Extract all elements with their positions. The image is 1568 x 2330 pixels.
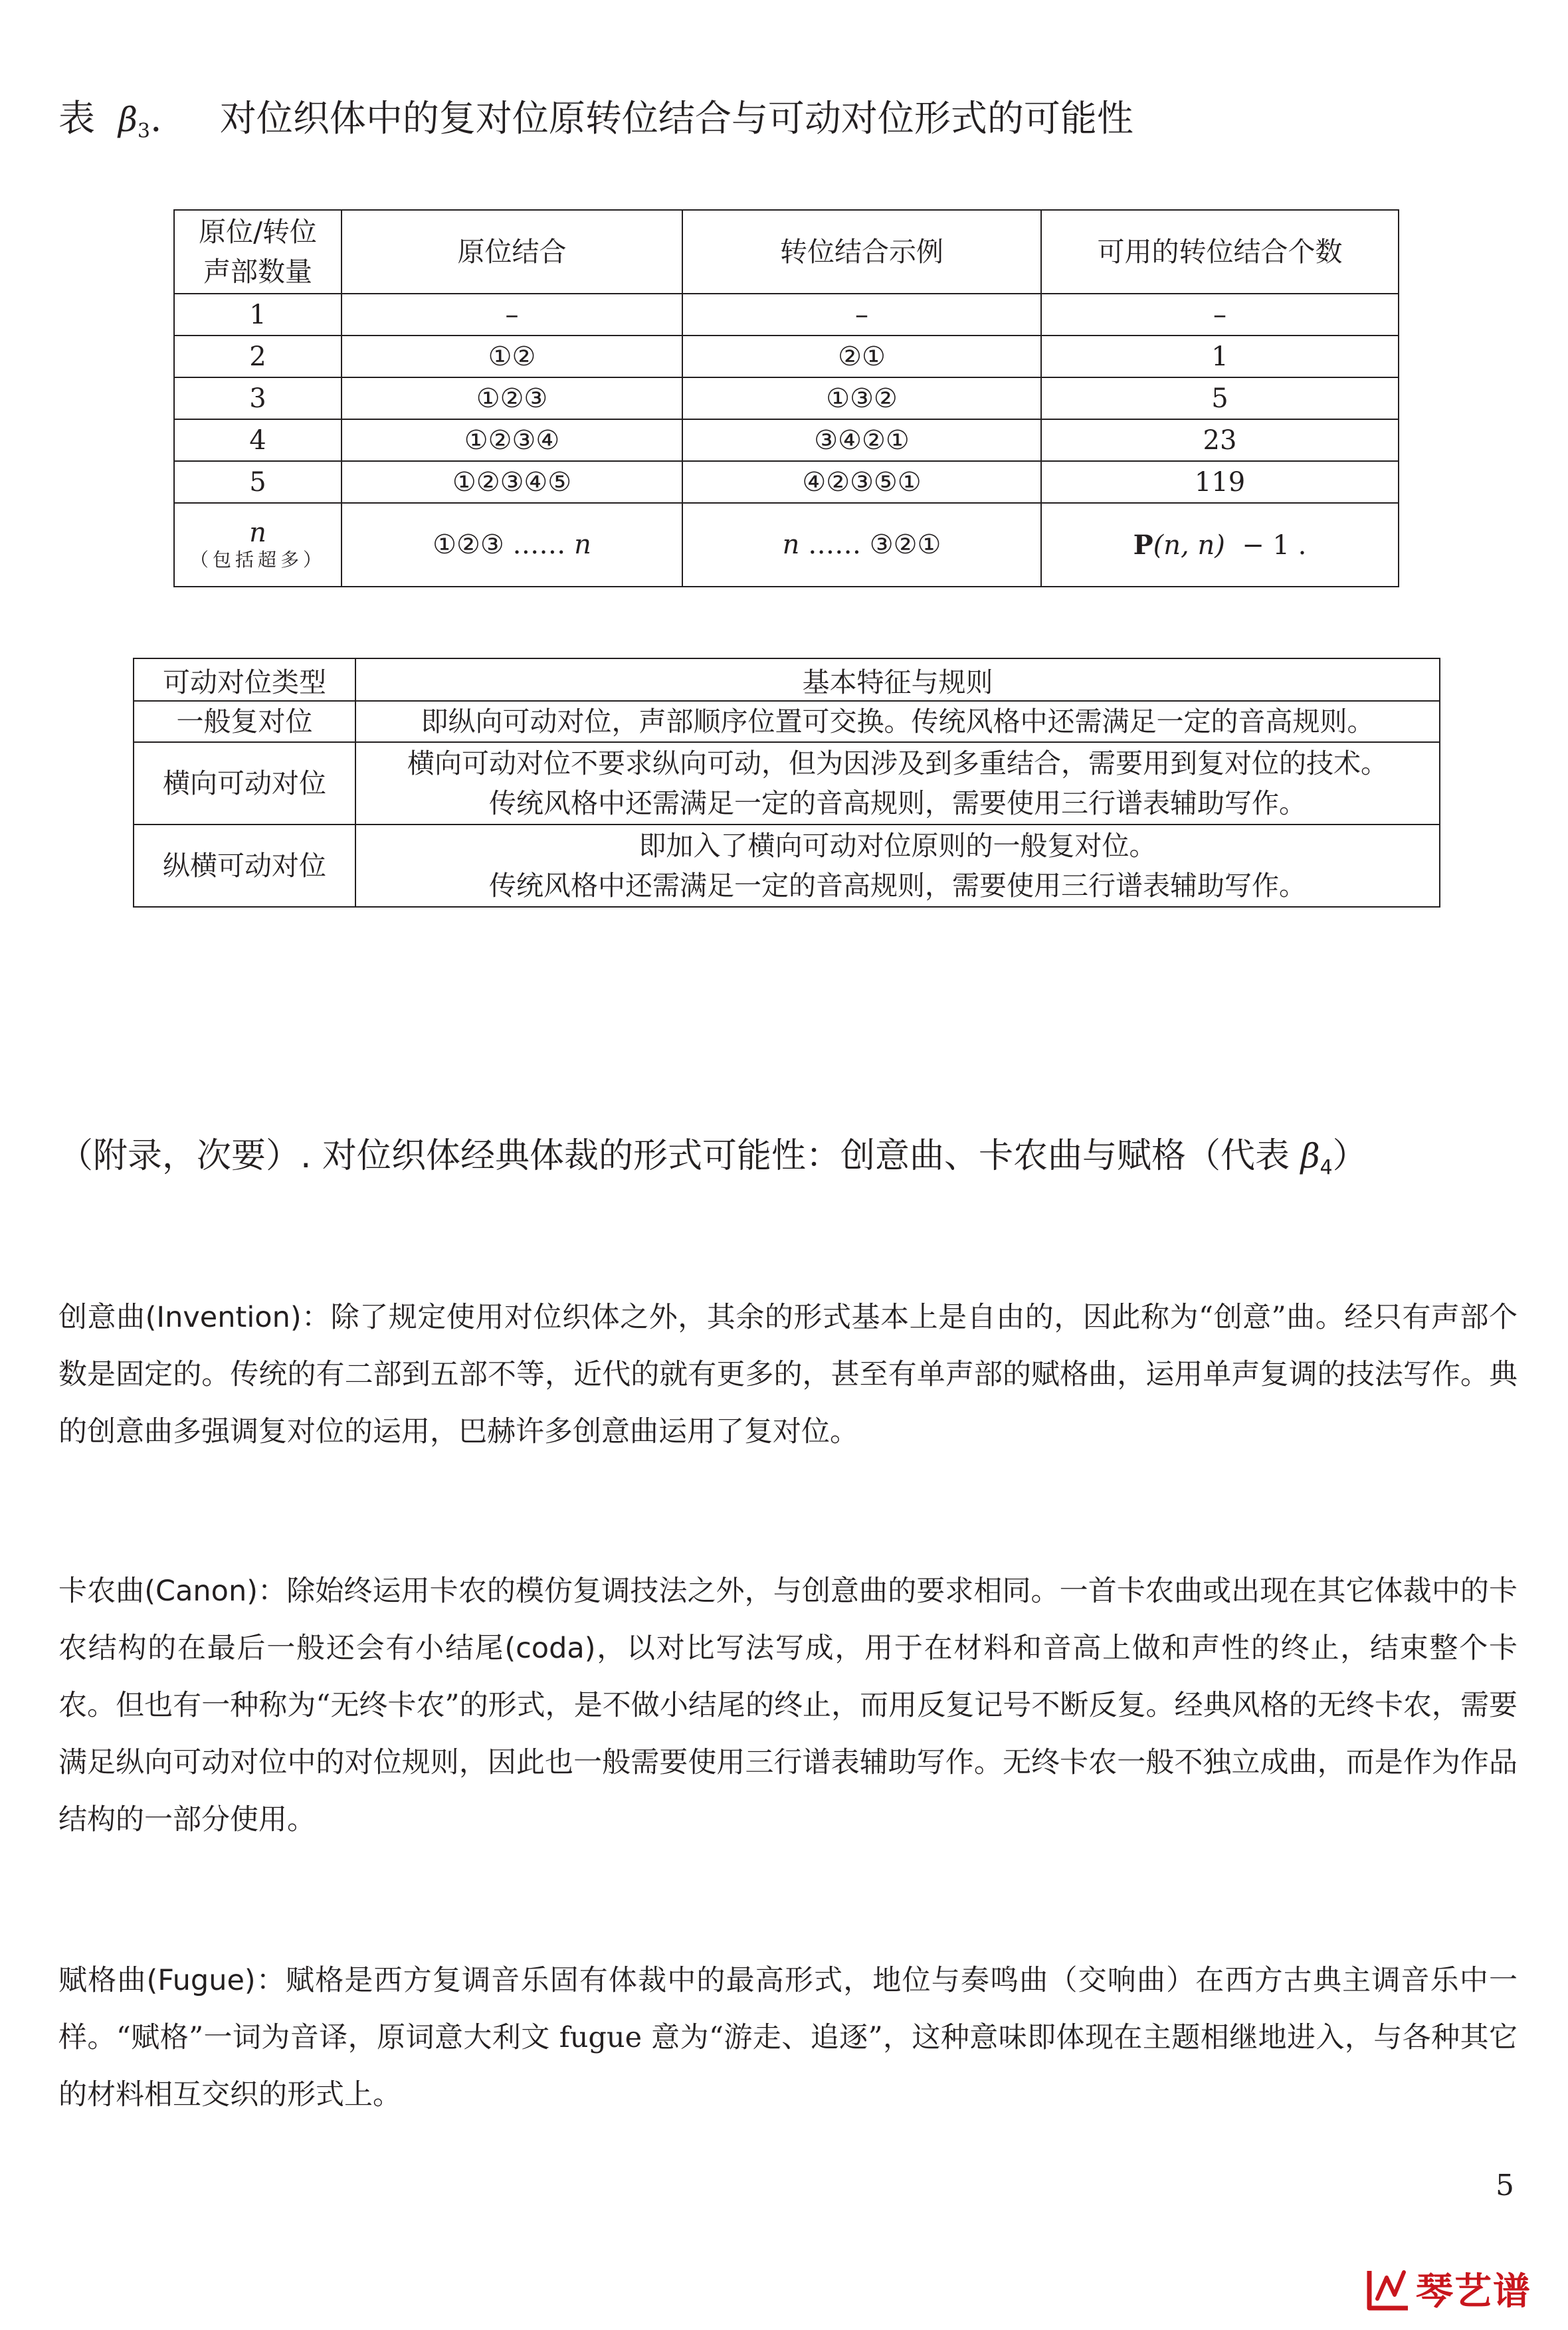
count-func: P <box>1133 529 1153 561</box>
rule-line: 即加入了横向可动对位原则的一般复对位。 <box>638 830 1157 862</box>
example-suffix: …… ③②① <box>808 530 941 560</box>
example-cell: ①③② <box>682 377 1041 419</box>
count-cell: – <box>1041 294 1399 336</box>
voices-cell: 1 <box>174 294 342 336</box>
original-var: n <box>574 530 591 560</box>
type-cell: 横向可动对位 <box>134 742 355 825</box>
table-title <box>58 92 1520 158</box>
voices-n: n <box>249 518 266 548</box>
rule-line: 即纵向可动对位，声部顺序位置可交换。传统风格中还需满足一定的音高规则。 <box>421 706 1375 737</box>
voices-cell: 2 <box>174 336 342 377</box>
table-row <box>174 419 1399 461</box>
table-row <box>174 294 1399 336</box>
original-cell: ①② <box>342 336 682 377</box>
table-title-prefix: 表 <box>58 97 96 140</box>
table-row <box>174 336 1399 377</box>
counterpoint-header-row <box>134 658 1440 701</box>
rule-cell <box>355 825 1440 907</box>
appendix-heading <box>58 1129 1533 1195</box>
table-row <box>134 825 1440 907</box>
table-title-text: 对位织体中的复对位原转位结合与可动对位形式的可能性 <box>219 97 1133 140</box>
permutation-table <box>173 209 1399 587</box>
page-number: 5 <box>1496 2169 1514 2202</box>
original-cell: ①②③ <box>342 377 682 419</box>
example-cell: ④②③⑤① <box>682 461 1041 503</box>
type-cell: 纵横可动对位 <box>134 825 355 907</box>
example-cell: ②① <box>682 336 1041 377</box>
title-dot: . <box>149 97 162 140</box>
example-cell: ③④②① <box>682 419 1041 461</box>
term-canon: 卡农曲(Canon)： <box>58 1575 287 1608</box>
table-row-general <box>174 503 1399 587</box>
term-invention: 创意曲(Invention)： <box>58 1301 331 1334</box>
count-cell: 119 <box>1041 461 1399 503</box>
voices-note: （包括超多） <box>189 549 326 571</box>
watermark-logo <box>1365 2262 1558 2315</box>
paragraph-fugue <box>58 1952 1518 2123</box>
original-cell-n <box>342 503 682 587</box>
paragraph-invention <box>58 1289 1518 1460</box>
count-cell-n <box>1041 503 1399 587</box>
perm-header-voices-label: 原位/转位 声部数量 <box>199 216 317 288</box>
perm-header-original: 原位结合 <box>342 210 682 294</box>
title-subscript: 3 <box>137 120 150 143</box>
count-cell: 1 <box>1041 336 1399 377</box>
body-fugue: 赋格是西方复调音乐固有体裁中的最高形式，地位与奏鸣曲（交响曲）在西方古典主调音乐中一样。“赋格”一词为音译，原词意大利文 fugue 意为“游走、追逐”，这种意味即体现在主题相继地进入，与各种其它的材料相互交织的形式上。 <box>58 1964 1518 2111</box>
paragraph-canon <box>58 1563 1518 1848</box>
original-cell: – <box>342 294 682 336</box>
rule-line: 传统风格中还需满足一定的音高规则，需要使用三行谱表辅助写作。 <box>489 787 1306 819</box>
voices-cell-n <box>174 503 342 587</box>
example-var: n <box>782 530 800 560</box>
rule-line: 传统风格中还需满足一定的音高规则，需要使用三行谱表辅助写作。 <box>489 870 1306 902</box>
term-fugue: 赋格曲(Fugue)： <box>58 1964 286 1997</box>
watermark-text: 琴艺谱 <box>1416 2270 1531 2313</box>
original-cell: ①②③④⑤ <box>342 461 682 503</box>
type-cell: 一般复对位 <box>134 701 355 742</box>
count-args: (n, n) <box>1153 530 1225 561</box>
appendix-heading-text: （附录，次要）. 对位织体经典体裁的形式可能性：创意曲、卡农曲与赋格（代表 <box>58 1136 1290 1176</box>
table-row <box>174 377 1399 419</box>
table-row <box>174 461 1399 503</box>
greek-beta-symbol: β <box>1300 1137 1320 1175</box>
perm-table-header-row <box>174 210 1399 294</box>
perm-header-count: 可用的转位结合个数 <box>1041 210 1399 294</box>
table-row <box>134 701 1440 742</box>
voices-cell: 5 <box>174 461 342 503</box>
example-cell-n <box>682 503 1041 587</box>
rule-cell <box>355 742 1440 825</box>
heading-close: ） <box>1332 1136 1367 1176</box>
table-row <box>134 742 1440 825</box>
example-cell: – <box>682 294 1041 336</box>
count-cell: 23 <box>1041 419 1399 461</box>
original-prefix: ①②③ …… <box>433 530 566 560</box>
emphasis-coda: 小结尾(coda) <box>415 1632 596 1665</box>
heading-subscript: 4 <box>1320 1156 1333 1179</box>
watermark-logo-icon <box>1365 2266 1412 2312</box>
count-cell: 5 <box>1041 377 1399 419</box>
voices-cell: 3 <box>174 377 342 419</box>
rule-cell <box>355 701 1440 742</box>
body-invention: 除了规定使用对位织体之外，其余的形式基本上是自由的，因此称为“创意”曲。经只有声部个数是固定的。传统的有二部到五部不等，近代的就有更多的，甚至有单声部的赋格曲，运用单声复调的技法写作。典的创意曲多强调复对位的运用，巴赫许多创意曲运用了复对位。 <box>58 1301 1518 1448</box>
body-canon-a: 除始终运用卡农的模仿复调技法之外，与创意曲的要求相同。一首卡农曲或出现在其它体裁中的卡农结构的在最后一般还会有 <box>58 1575 1518 1665</box>
body-canon-b: ，以对比写法写成，用于在材料和音高上做和声性的终止，结束整个卡农。但也有一种称为“无终卡农”的形式，是不做小结尾的终止，而用反复记号不断反复。经典风格的无终卡农，需要满足纵向可动对位中的对位规则，因此也一般需要使用三行谱表辅助写作。无终卡农一般不独立成曲，而是作为作品结构的一部分使用。 <box>58 1632 1518 1836</box>
count-suffix: − 1 . <box>1242 530 1307 561</box>
rule-line: 横向可动对位不要求纵向可动，但为因涉及到多重结合，需要用到复对位的技术。 <box>407 747 1388 779</box>
perm-header-example: 转位结合示例 <box>682 210 1041 294</box>
counterpoint-header-type: 可动对位类型 <box>134 658 355 701</box>
original-cell: ①②③④ <box>342 419 682 461</box>
counterpoint-table <box>133 658 1440 908</box>
perm-header-voices <box>174 210 342 294</box>
voices-cell: 4 <box>174 419 342 461</box>
greek-beta-symbol: β <box>118 100 138 139</box>
counterpoint-header-rules: 基本特征与规则 <box>355 658 1440 701</box>
